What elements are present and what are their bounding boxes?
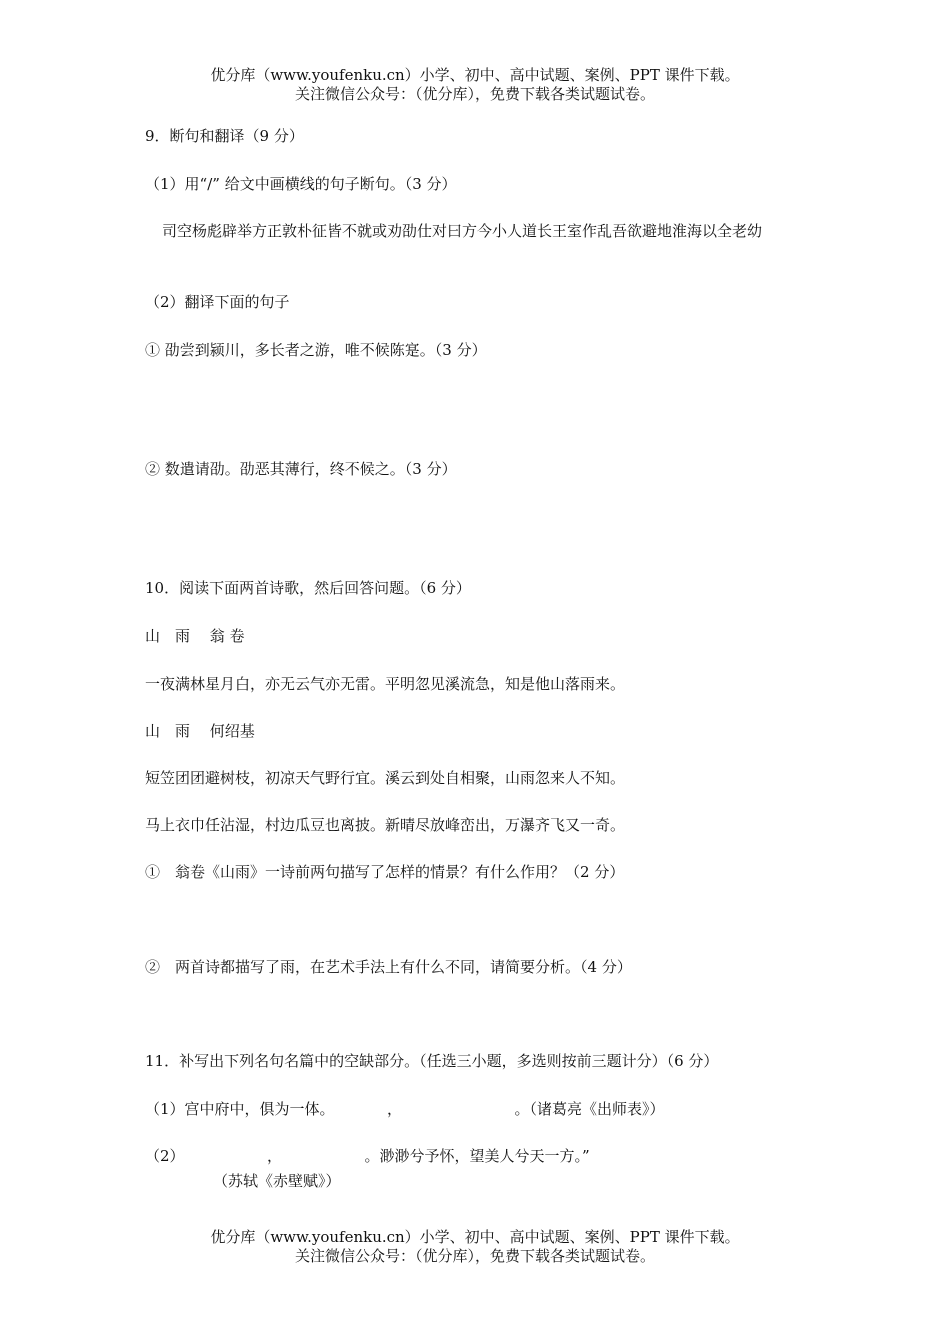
q11-item2: （2） ， 。渺渺兮予怀，望美人兮天一方。”	[145, 1147, 590, 1165]
q10-question2: ② 两首诗都描写了雨，在艺术手法上有什么不同，请简要分析。（4 分）	[145, 958, 632, 976]
q10-title: 10．阅读下面两首诗歌，然后回答问题。（6 分）	[145, 579, 471, 597]
header-line-1: 优分库（www.youfenku.cn）小学、初中、高中试题、案例、PPT 课件下载。	[210, 66, 740, 84]
poem1-title: 山 雨 翁 卷	[145, 627, 245, 645]
footer-line-2: 关注微信公众号：（优分库），免费下载各类试题试卷。	[294, 1247, 655, 1265]
poem2-title: 山 雨 何绍基	[145, 722, 255, 740]
page-header	[0, 66, 950, 104]
q9-sub2: （2）翻译下面的句子	[145, 293, 290, 311]
poem1-text: 一夜满林星月白，亦无云气亦无雷。平明忽见溪流急，知是他山落雨来。	[145, 675, 626, 693]
page-footer	[0, 1228, 950, 1266]
q11-item2-source: （苏轼《赤壁赋》）	[213, 1172, 341, 1190]
q11-title: 11．补写出下列名句名篇中的空缺部分。（任选三小题，多选则按前三题计分）（6 分）	[145, 1052, 719, 1070]
q9-item2: ② 数遣请劭。劭恶其薄行，终不候之。（3 分）	[145, 460, 457, 478]
poem2-line1: 短笠团团避树枝，初凉天气野行宜。溪云到处自相聚，山雨忽来人不知。	[145, 769, 626, 787]
q10-question1: ① 翁卷《山雨》一诗前两句描写了怎样的情景？有什么作用？（2 分）	[145, 863, 625, 881]
q11-item1: （1）宫中府中，俱为一体。 ， 。（诸葛亮《出师表》）	[145, 1100, 665, 1118]
footer-line-1: 优分库（www.youfenku.cn）小学、初中、高中试题、案例、PPT 课件下载。	[210, 1228, 740, 1246]
q9-passage: 司空杨彪辟举方正敦朴征皆不就或劝劭仕对曰方今小人道长王室作乱吾欲避地淮海以全老幼	[162, 222, 763, 240]
q9-title: 9．断句和翻译（9 分）	[145, 127, 304, 145]
q9-item1: ① 劭尝到颍川，多长者之游，唯不候陈寔。（3 分）	[145, 341, 487, 359]
header-line-2: 关注微信公众号：（优分库），免费下载各类试题试卷。	[294, 85, 655, 103]
q9-sub1: （1）用“/” 给文中画横线的句子断句。（3 分）	[145, 175, 457, 193]
poem2-line2: 马上衣巾任沾湿，村边瓜豆也离披。新晴尽放峰峦出，万瀑齐飞又一奇。	[145, 816, 626, 834]
